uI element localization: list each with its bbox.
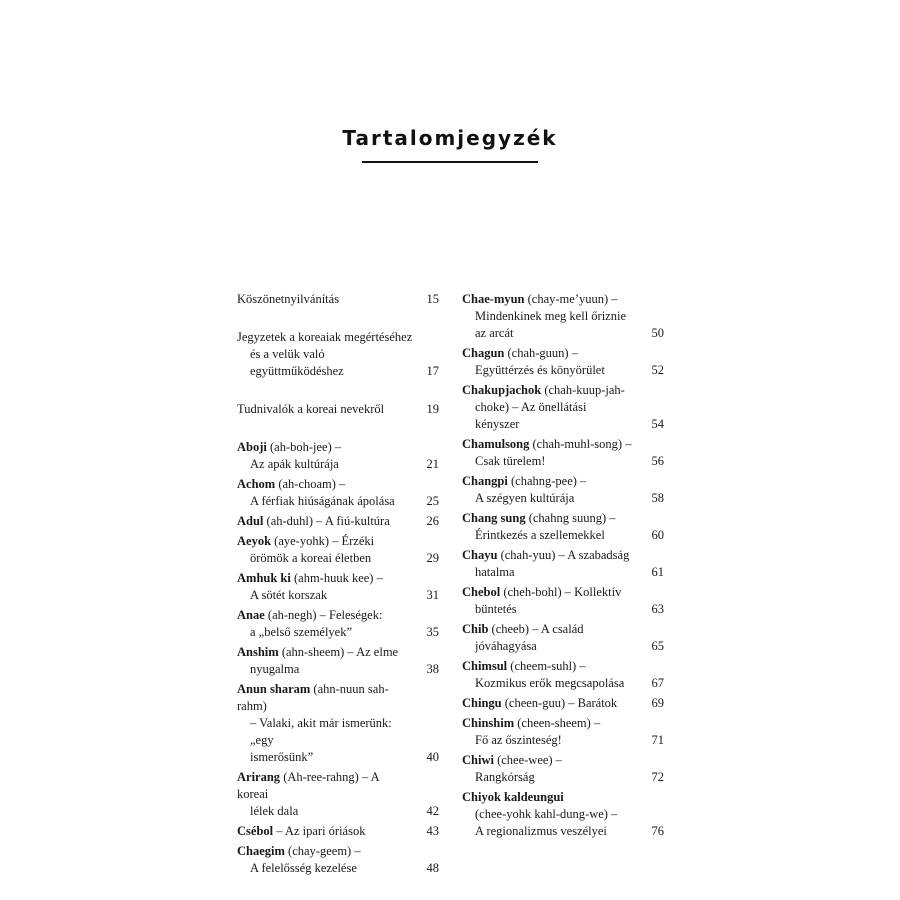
toc-entry-text: (cheeb) – A család	[488, 622, 584, 636]
toc-entry-text: Fő az őszinteség!	[475, 733, 562, 747]
toc-entry-line	[462, 473, 664, 490]
toc-entry-text: (chay-geem) –	[284, 844, 361, 858]
toc-page-number: 42	[426, 804, 439, 818]
toc-entry-text: Rangkórság	[475, 770, 535, 784]
toc-entry-text: (chah-guun) –	[504, 346, 578, 360]
toc-entry-text: A felelősség kezelése	[250, 861, 357, 875]
toc-left-column	[237, 291, 439, 880]
title-underline	[362, 161, 538, 163]
toc-entry[interactable]	[237, 513, 439, 530]
toc-entry-text: kényszer	[475, 417, 520, 431]
toc-page-number: 17	[426, 364, 439, 378]
toc-entry-text: jóváhagyása	[475, 639, 537, 653]
toc-entry-heading: Achom	[237, 477, 276, 491]
toc-entry-text: (ah-choam) –	[275, 477, 346, 491]
toc-entry-heading: Chinshim	[462, 716, 515, 730]
toc-page-number: 31	[426, 588, 439, 602]
toc-entry-heading: Changpi	[462, 474, 508, 488]
toc-entry-text: együttműködéshez	[250, 364, 344, 378]
toc-entry-heading: Adul	[237, 514, 264, 528]
toc-entry-line	[462, 325, 664, 342]
toc-page-number: 15	[426, 292, 439, 306]
toc-entry-line	[237, 749, 439, 766]
toc-entry-heading: Chebol	[462, 585, 501, 599]
toc-page-number: 19	[426, 402, 439, 416]
toc-entry-text: (ahn-sheem) – Az elme	[278, 645, 399, 659]
toc-entry-line	[462, 345, 664, 362]
toc-entry-text: A férfiak hiúságának ápolása	[250, 494, 395, 508]
toc-entry[interactable]	[462, 695, 664, 712]
toc-entry-heading: Anshim	[237, 645, 279, 659]
toc-page-number: 29	[426, 551, 439, 565]
toc-page-number: 48	[426, 861, 439, 875]
toc-entry-text: (chah-muhl-song) –	[529, 437, 632, 451]
toc-entry[interactable]	[237, 644, 439, 678]
toc-page-number: 61	[651, 565, 664, 579]
page-title: Tartalomjegyzék	[342, 126, 558, 150]
toc-entry-heading: Arirang	[237, 770, 281, 784]
toc-entry[interactable]	[462, 382, 664, 433]
toc-entry-text: (ah-duhl) – A fiú-kultúra	[263, 514, 390, 528]
toc-entry-line	[237, 329, 439, 346]
toc-entry-line	[462, 382, 664, 399]
toc-entry-text: Mindenkinek meg kell őriznie	[475, 309, 627, 323]
toc-entry[interactable]	[462, 510, 664, 544]
toc-entry[interactable]	[462, 436, 664, 470]
toc-entry-heading: Amhuk ki	[237, 571, 291, 585]
toc-entry-text: (chahng-pee) –	[507, 474, 587, 488]
toc-entry-heading: Chae-myun	[462, 292, 525, 306]
toc-entry-line	[462, 806, 664, 823]
toc-entry[interactable]	[237, 533, 439, 567]
toc-entry-heading: Chayu	[462, 548, 498, 562]
toc-entry-text: és a velük való	[250, 347, 325, 361]
toc-entry-text: hatalma	[475, 565, 515, 579]
toc-entry-line	[237, 570, 439, 587]
toc-entry-line	[237, 624, 439, 641]
toc-entry-text: (ahm-huuk kee) –	[290, 571, 383, 585]
toc-entry[interactable]	[237, 476, 439, 510]
toc-entry-line	[237, 769, 439, 803]
toc-entry-text: – Valaki, akit már ismerünk: „egy	[250, 716, 392, 747]
toc-page-number: 35	[426, 625, 439, 639]
toc-entry-text: örömök a koreai életben	[250, 551, 372, 565]
toc-entry-line	[462, 547, 664, 564]
toc-entry-heading: Chang sung	[462, 511, 526, 525]
toc-entry-line	[237, 587, 439, 604]
toc-entry[interactable]	[237, 291, 439, 308]
toc-entry-line	[462, 416, 664, 433]
toc-entry-text: nyugalma	[250, 662, 300, 676]
toc-entry-text: (chahng suung) –	[525, 511, 616, 525]
toc-entry[interactable]	[237, 329, 439, 380]
toc-entry-text: a „belső személyek”	[250, 625, 353, 639]
toc-entry-heading: Anae	[237, 608, 265, 622]
toc-entry-text: (Ah-ree-rahng) – A koreai	[237, 770, 379, 801]
toc-entry-line	[462, 675, 664, 692]
toc-page-number: 76	[651, 824, 664, 838]
toc-entry[interactable]	[237, 823, 439, 840]
toc-entry-heading: Chib	[462, 622, 489, 636]
toc-page-number: 43	[426, 824, 439, 838]
toc-entry-text: Köszönetnyilvánítás	[237, 292, 340, 306]
toc-entry[interactable]	[462, 789, 664, 840]
toc-entry-text: A szégyen kultúrája	[475, 491, 575, 505]
toc-entry-heading: Csébol	[237, 824, 274, 838]
toc-entry[interactable]	[237, 607, 439, 641]
toc-entry-heading: Chakupjachok	[462, 383, 542, 397]
toc-entry-line	[462, 638, 664, 655]
toc-entry-line	[462, 362, 664, 379]
toc-entry-line	[462, 621, 664, 638]
toc-entry-text: Együttérzés és könyörület	[475, 363, 605, 377]
toc-entry-text: (ahn-nuun sah-rahm)	[237, 682, 389, 713]
toc-entry-text: (cheem-suhl) –	[507, 659, 586, 673]
toc-entry-line	[237, 803, 439, 820]
toc-page-number: 40	[426, 750, 439, 764]
toc-entry-text: az arcát	[475, 326, 514, 340]
toc-right-column	[462, 291, 664, 843]
toc-entry[interactable]	[237, 401, 439, 418]
toc-entry-text: (chee-yohk kahl-dung-we) –	[475, 807, 618, 821]
toc-entry-heading: Chiyok kaldeungui	[462, 790, 564, 804]
toc-entry-line	[237, 493, 439, 510]
toc-entry-text: choke) – Az önellátási	[475, 400, 587, 414]
toc-entry[interactable]	[237, 843, 439, 877]
toc-entry-heading: Chagun	[462, 346, 505, 360]
toc-entry-text: Jegyzetek a koreaiak megértéséhez	[237, 330, 413, 344]
toc-entry-text: (ah-boh-jee) –	[266, 440, 342, 454]
toc-entry[interactable]	[462, 621, 664, 655]
toc-entry[interactable]	[462, 345, 664, 379]
toc-entry-line	[237, 363, 439, 380]
toc-entry-line	[462, 732, 664, 749]
toc-entry-line	[462, 564, 664, 581]
toc-entry-line	[462, 601, 664, 618]
toc-entry[interactable]	[237, 681, 439, 766]
toc-entry-text: (chay-me’yuun) –	[524, 292, 618, 306]
toc-entry-line	[462, 769, 664, 786]
toc-entry-line	[237, 607, 439, 624]
toc-entry-heading: Chaegim	[237, 844, 285, 858]
toc-page-number: 71	[651, 733, 664, 747]
toc-entry-line	[237, 401, 439, 418]
toc-entry-line	[237, 860, 439, 877]
toc-page-number: 50	[651, 326, 664, 340]
toc-entry-line	[462, 658, 664, 675]
toc-entry-line	[462, 823, 664, 840]
toc-entry-text: (ah-negh) – Feleségek:	[264, 608, 383, 622]
toc-entry-heading: Chingu	[462, 696, 502, 710]
toc-entry-heading: Anun sharam	[237, 682, 311, 696]
toc-entry[interactable]	[462, 547, 664, 581]
toc-entry-line	[237, 533, 439, 550]
toc-entry-line	[462, 453, 664, 470]
toc-entry-text: Az apák kultúrája	[250, 457, 339, 471]
toc-page-number: 65	[651, 639, 664, 653]
toc-entry-line	[237, 644, 439, 661]
toc-entry[interactable]	[237, 769, 439, 820]
toc-entry[interactable]	[462, 752, 664, 786]
toc-entry-line	[462, 752, 664, 769]
toc-entry-text: (cheen-sheem) –	[514, 716, 601, 730]
toc-entry-line	[462, 695, 664, 712]
toc-entry-heading: Aeyok	[237, 534, 272, 548]
toc-entry-text: ismerősünk”	[250, 750, 314, 764]
toc-entry-heading: Chimsul	[462, 659, 508, 673]
toc-entry-text: A regionalizmus veszélyei	[475, 824, 607, 838]
toc-entry-line	[462, 490, 664, 507]
toc-entry-line	[237, 715, 439, 749]
toc-entry-line	[462, 399, 664, 416]
toc-entry-text: A sötét korszak	[250, 588, 328, 602]
toc-entry-line	[237, 513, 439, 530]
toc-page-number: 56	[651, 454, 664, 468]
toc-page-number: 38	[426, 662, 439, 676]
toc-entry-heading: Chamulsong	[462, 437, 530, 451]
toc-entry-text: Csak türelem!	[475, 454, 546, 468]
toc-entry-text: Kozmikus erők megcsapolása	[475, 676, 625, 690]
toc-entry-line	[237, 843, 439, 860]
toc-entry-line	[462, 436, 664, 453]
toc-entry-text: (chee-wee) –	[493, 753, 562, 767]
toc-entry-text: – Az ipari óriások	[273, 824, 366, 838]
toc-entry-line	[237, 439, 439, 456]
toc-entry-line	[237, 823, 439, 840]
toc-entry[interactable]	[462, 658, 664, 692]
toc-entry-line	[237, 476, 439, 493]
toc-entry[interactable]	[462, 715, 664, 749]
toc-entry-text: lélek dala	[250, 804, 299, 818]
toc-entry-text: Tudnivalók a koreai nevekről	[237, 402, 385, 416]
toc-entry-line	[237, 291, 439, 308]
toc-entry-text: (aye-yohk) – Érzéki	[271, 534, 375, 548]
toc-entry-heading: Aboji	[237, 440, 267, 454]
toc-entry[interactable]	[237, 439, 439, 473]
toc-entry-heading: Chiwi	[462, 753, 494, 767]
toc-page-number: 69	[651, 696, 664, 710]
toc-page-number: 26	[426, 514, 439, 528]
toc-page-number: 60	[651, 528, 664, 542]
toc-entry[interactable]	[462, 473, 664, 507]
toc-entry-line	[462, 291, 664, 308]
toc-entry-line	[462, 715, 664, 732]
toc-entry-line	[462, 308, 664, 325]
toc-entry-line	[462, 584, 664, 601]
toc-entry-line	[237, 346, 439, 363]
toc-page-number: 72	[651, 770, 664, 784]
toc-page-number: 63	[651, 602, 664, 616]
toc-entry-line	[237, 550, 439, 567]
toc-entry-line	[462, 527, 664, 544]
toc-entry-line	[237, 681, 439, 715]
toc-page-number: 54	[651, 417, 664, 431]
toc-entry-text: Érintkezés a szellemekkel	[475, 528, 605, 542]
toc-entry-text: (cheh-bohl) – Kollektív	[500, 585, 622, 599]
toc-entry[interactable]	[237, 570, 439, 604]
toc-page-number: 58	[651, 491, 664, 505]
toc-page-number: 25	[426, 494, 439, 508]
toc-entry[interactable]	[462, 291, 664, 342]
toc-entry[interactable]	[462, 584, 664, 618]
toc-entry-line	[462, 510, 664, 527]
toc-entry-text: (chah-kuup-jah-	[541, 383, 625, 397]
toc-page-number: 21	[426, 457, 439, 471]
toc-entry-line	[237, 661, 439, 678]
toc-entry-text: (cheen-guu) – Barátok	[501, 696, 618, 710]
toc-entry-text: (chah-yuu) – A szabadság	[497, 548, 630, 562]
toc-page-number: 52	[651, 363, 664, 377]
toc-entry-line	[237, 456, 439, 473]
toc-entry-line	[462, 789, 664, 806]
toc-page-number: 67	[651, 676, 664, 690]
toc-entry-text: büntetés	[475, 602, 517, 616]
